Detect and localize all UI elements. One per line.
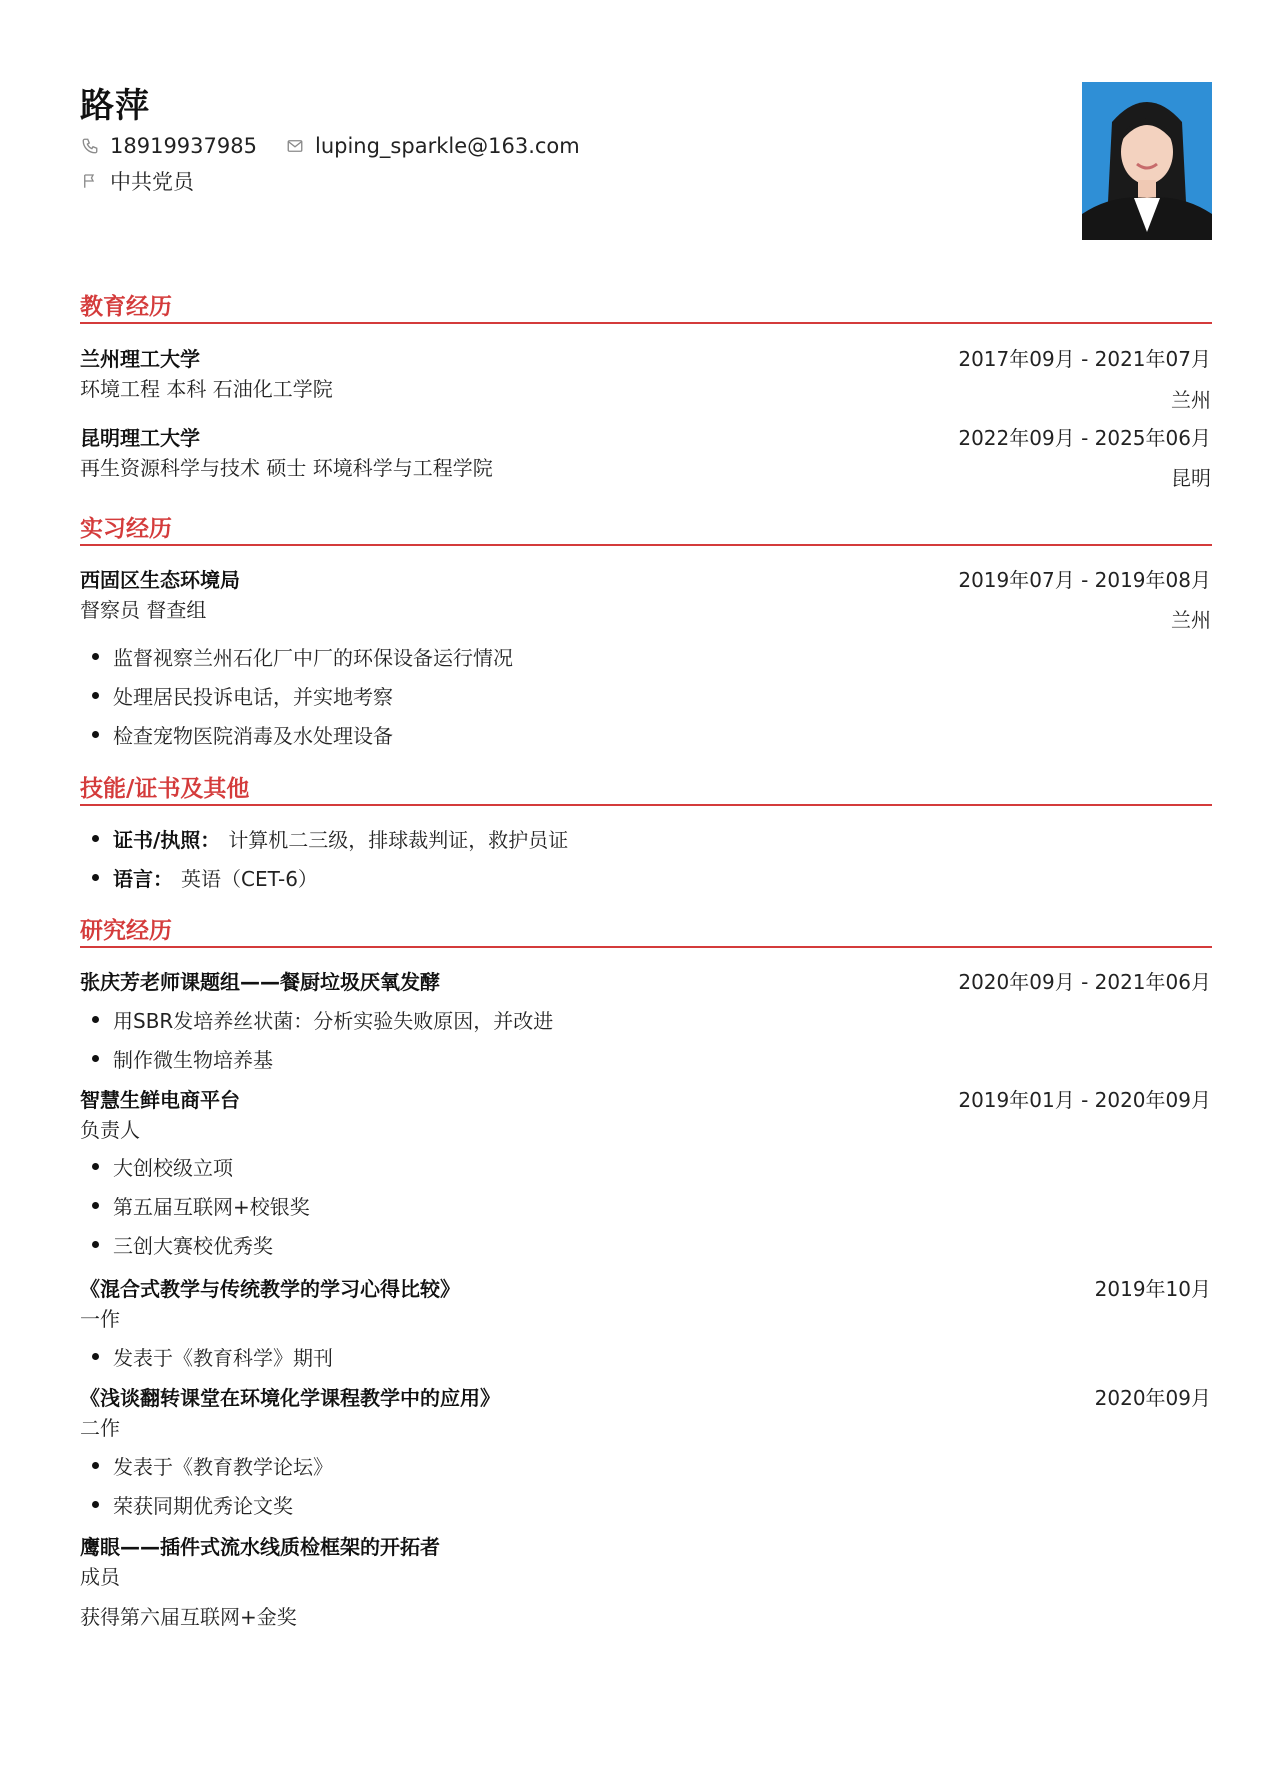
email-address: luping_sparkle@163.com	[314, 134, 580, 158]
avatar	[1082, 82, 1212, 240]
section-title-research: 研究经历	[80, 918, 172, 944]
paper-role: 一作	[80, 1307, 120, 1331]
flag-icon	[80, 171, 100, 191]
list-item: 发表于《教育教学论坛》	[92, 1451, 333, 1480]
education-detail: 环境工程 本科 石油化工学院	[80, 377, 333, 401]
internship-city: 兰州	[1171, 608, 1211, 632]
section-divider	[80, 804, 1212, 806]
skill-value: 计算机二三级，排球裁判证，救护员证	[228, 828, 569, 852]
education-city: 昆明	[1171, 466, 1211, 490]
project-role: 负责人	[80, 1118, 140, 1142]
list-item: 监督视察兰州石化厂中厂的环保设备运行情况	[92, 642, 513, 671]
phone-icon	[80, 136, 100, 156]
project-note: 获得第六届互联网+金奖	[80, 1605, 297, 1629]
internship-role: 督察员 督查组	[80, 598, 207, 622]
project-role: 成员	[80, 1565, 120, 1589]
skill-item	[92, 863, 318, 892]
education-date: 2022年09月 - 2025年06月	[958, 426, 1211, 450]
section-divider	[80, 322, 1212, 324]
political-status: 中共党员	[110, 170, 194, 194]
paper-title: 《浅谈翻转课堂在环境化学课程教学中的应用》	[80, 1386, 500, 1410]
section-title-skills: 技能/证书及其他	[80, 776, 250, 802]
paper-date: 2020年09月	[1094, 1386, 1211, 1410]
skill-label: 语言：	[113, 867, 173, 891]
section-divider	[80, 946, 1212, 948]
phone-item	[80, 134, 257, 158]
list-item: 荣获同期优秀论文奖	[92, 1490, 293, 1519]
section-divider	[80, 544, 1212, 546]
contact-row	[80, 134, 608, 158]
project-title: 张庆芳老师课题组——餐厨垃圾厌氧发酵	[80, 970, 440, 994]
education-date: 2017年09月 - 2021年07月	[958, 347, 1211, 371]
school-name: 昆明理工大学	[80, 426, 200, 450]
project-date: 2019年01月 - 2020年09月	[958, 1088, 1211, 1112]
list-item: 发表于《教育科学》期刊	[92, 1342, 333, 1371]
candidate-name: 路萍	[80, 86, 150, 126]
project-title: 智慧生鲜电商平台	[80, 1088, 240, 1112]
list-item: 检查宠物医院消毒及水处理设备	[92, 720, 393, 749]
internship-org: 西固区生态环境局	[80, 568, 240, 592]
list-item: 三创大赛校优秀奖	[92, 1230, 273, 1259]
section-title-internship: 实习经历	[80, 516, 172, 542]
education-city: 兰州	[1171, 388, 1211, 412]
skill-value: 英语（CET-6）	[181, 867, 318, 891]
school-name: 兰州理工大学	[80, 347, 200, 371]
email-item	[285, 134, 580, 158]
political-row	[80, 166, 222, 196]
list-item: 大创校级立项	[92, 1152, 233, 1181]
section-title-education: 教育经历	[80, 294, 172, 320]
political-item	[80, 166, 194, 196]
education-detail: 再生资源科学与技术 硕士 环境科学与工程学院	[80, 456, 493, 480]
list-item: 处理居民投诉电话，并实地考察	[92, 681, 393, 710]
internship-date: 2019年07月 - 2019年08月	[958, 568, 1211, 592]
phone-number: 18919937985	[110, 134, 257, 158]
mail-icon	[285, 136, 305, 156]
skill-item	[92, 824, 568, 853]
list-item: 用SBR发培养丝状菌：分析实验失败原因，并改进	[92, 1005, 553, 1034]
list-item: 第五届互联网+校银奖	[92, 1191, 310, 1220]
project-title: 鹰眼——插件式流水线质检框架的开拓者	[80, 1535, 440, 1559]
list-item: 制作微生物培养基	[92, 1044, 273, 1073]
paper-role: 二作	[80, 1416, 120, 1440]
project-date: 2020年09月 - 2021年06月	[958, 970, 1211, 994]
paper-title: 《混合式教学与传统教学的学习心得比较》	[80, 1277, 460, 1301]
skill-label: 证书/执照：	[113, 828, 221, 852]
paper-date: 2019年10月	[1094, 1277, 1211, 1301]
